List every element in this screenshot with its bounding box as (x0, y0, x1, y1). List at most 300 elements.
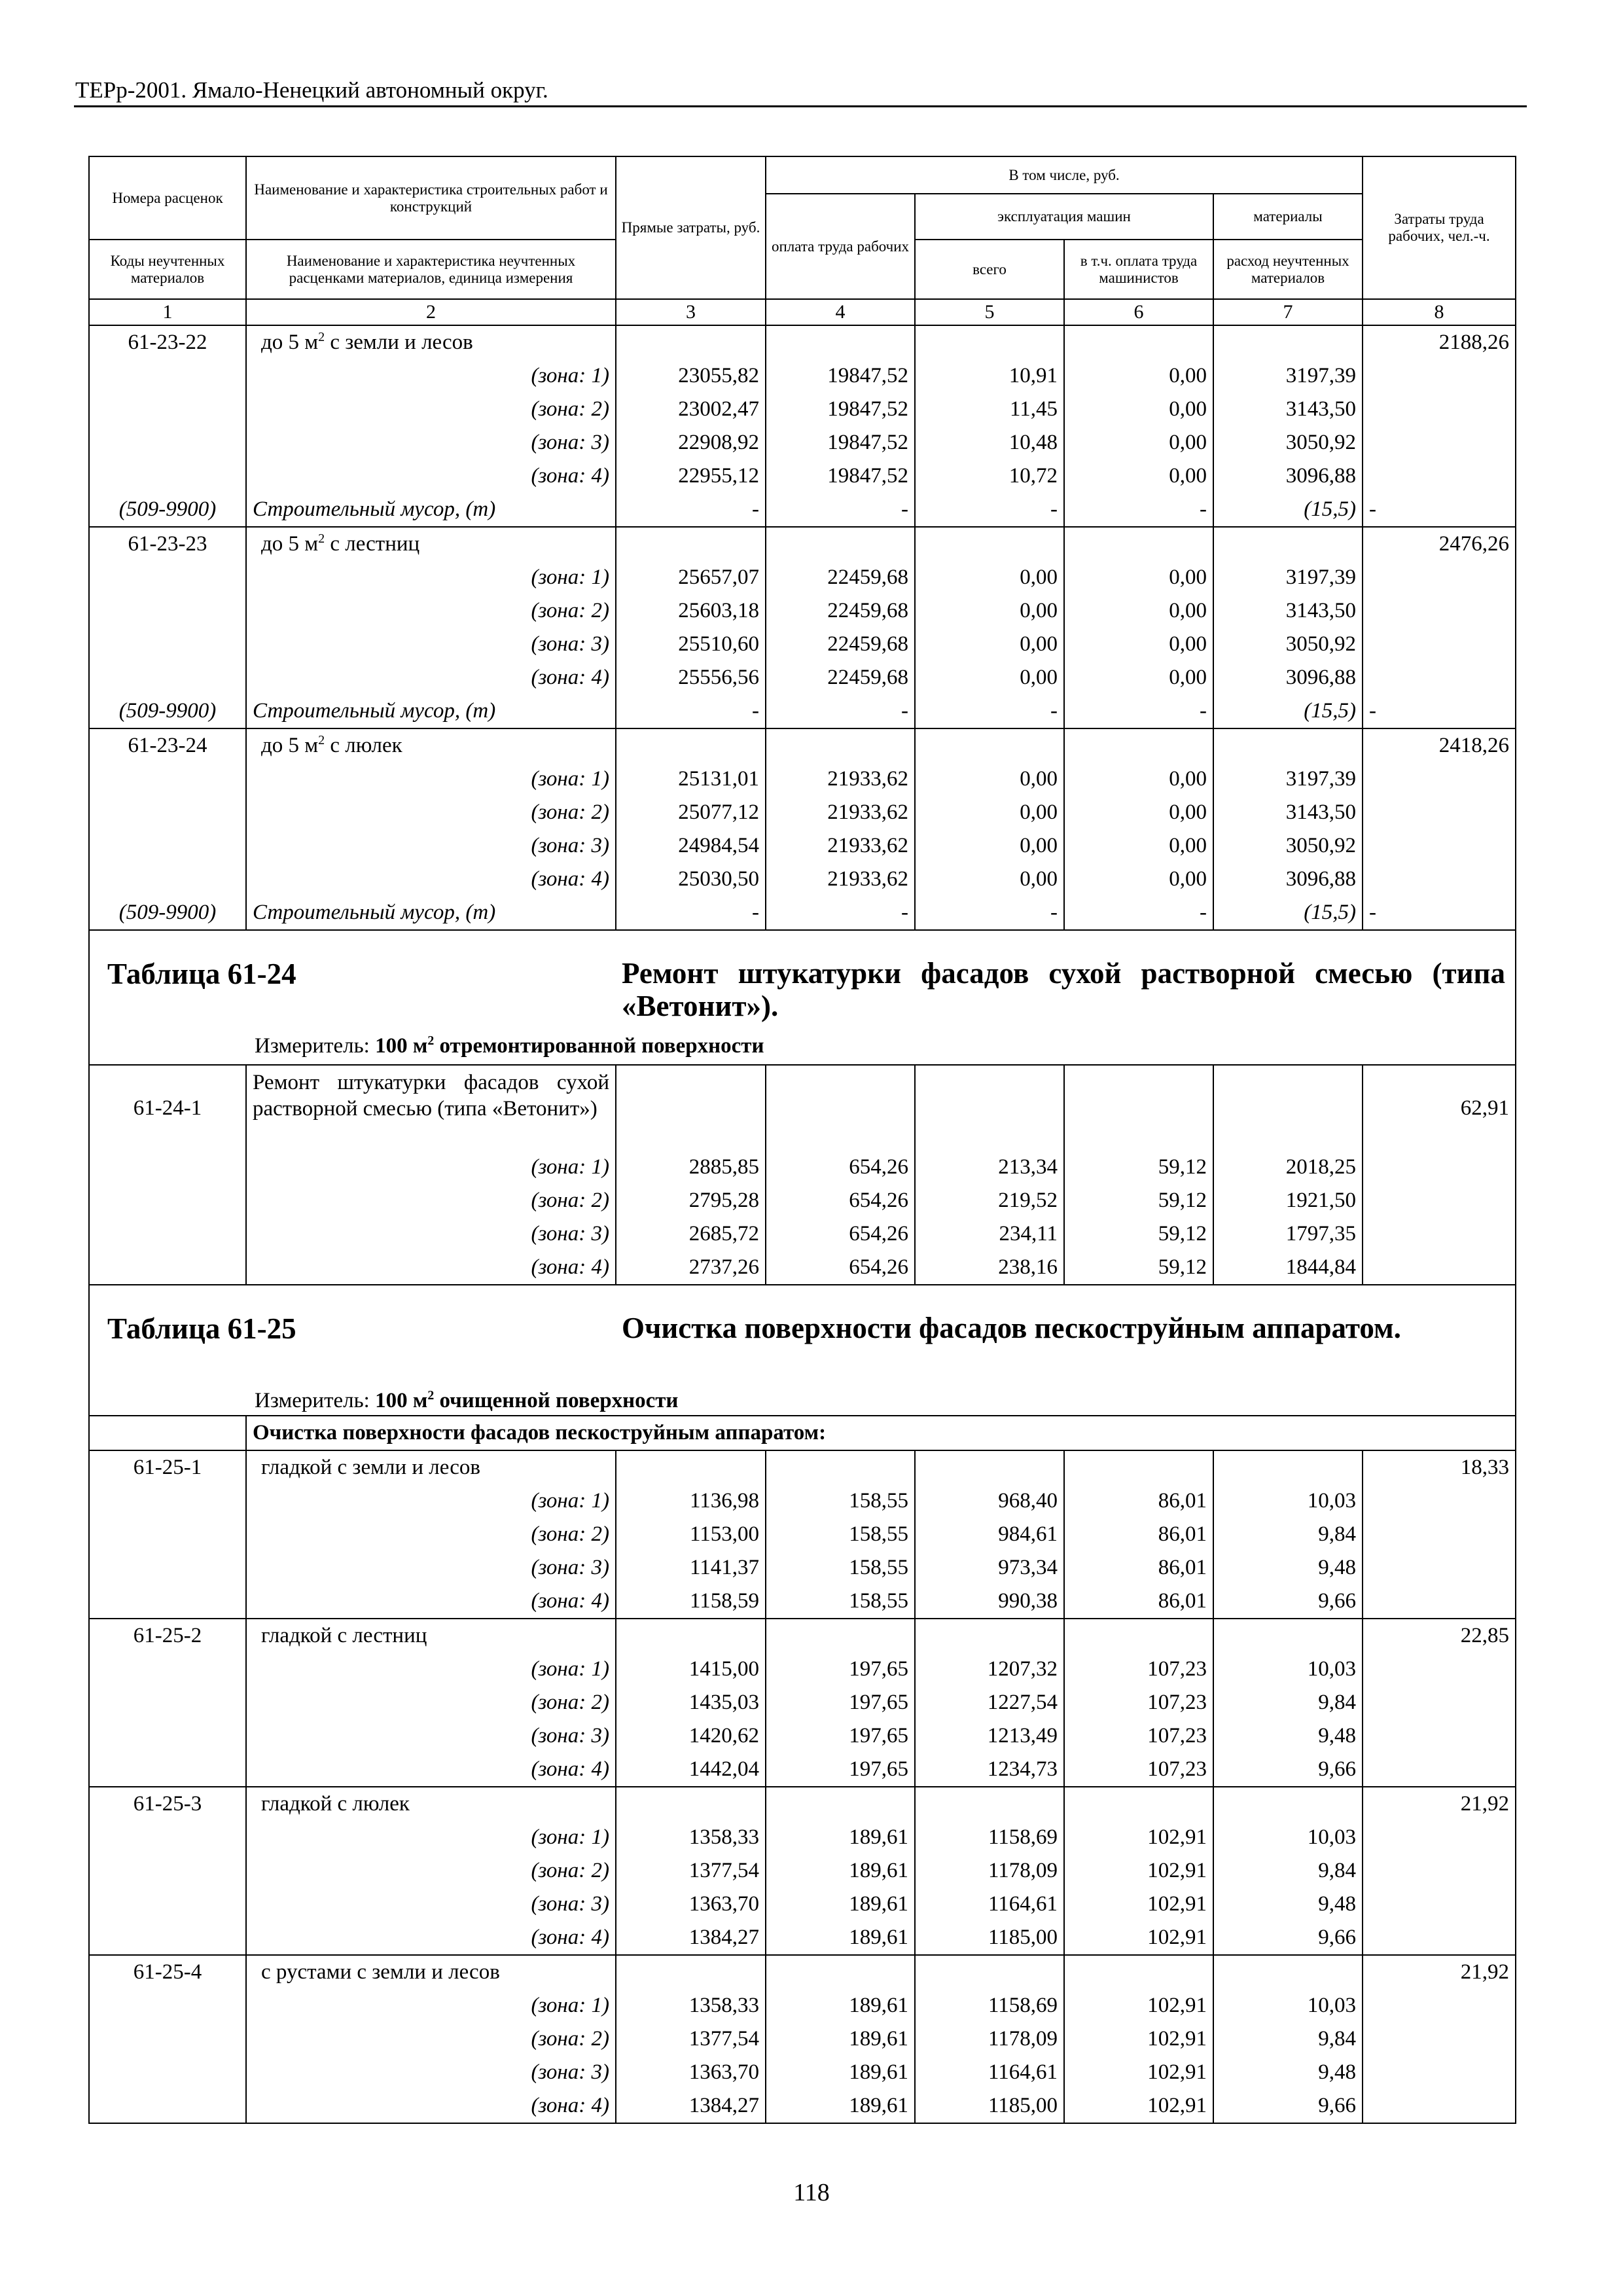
operator-wages: 0,00 (1064, 796, 1213, 829)
zone-label: (зона: 4) (246, 863, 616, 896)
material-costs: 3197,39 (1213, 359, 1363, 393)
rate-row (89, 527, 1516, 561)
empty-cell (616, 1787, 766, 1821)
direct-costs: 2685,72 (616, 1217, 766, 1251)
operator-wages: 0,00 (1064, 762, 1213, 796)
operator-wages: 59,12 (1064, 1184, 1213, 1217)
table-title: Ремонт штукатурки фасадов сухой растворной смесью (типа «Ветонит»). (622, 957, 1505, 1022)
header-materials: материалы (1213, 194, 1363, 240)
material-costs: 9,48 (1213, 1888, 1363, 1921)
machine-costs: 1178,09 (915, 1854, 1064, 1888)
operator-wages: 86,01 (1064, 1585, 1213, 1619)
empty-cell (915, 1619, 1064, 1653)
column-number: 3 (616, 299, 766, 325)
empty-cell (915, 728, 1064, 762)
empty-cell (89, 2022, 246, 2056)
section-header (89, 1285, 1516, 1416)
rate-code: 61-25-1 (89, 1450, 246, 1484)
measure-prefix: Измеритель: (255, 1034, 376, 1058)
material-c7: (15,5) (1213, 896, 1363, 930)
empty-cell (1213, 1450, 1363, 1484)
direct-costs: 25131,01 (616, 762, 766, 796)
empty-cell (1064, 325, 1213, 359)
empty-cell (766, 527, 915, 561)
measure-unit-post: отремонтированной поверхности (434, 1034, 764, 1058)
table-title: Очистка поверхности фасадов пескоструйным аппаратом. (622, 1312, 1401, 1344)
zone-label: (зона: 4) (246, 1251, 616, 1285)
machine-costs: 1158,69 (915, 1989, 1064, 2022)
subheading-row (89, 1416, 1516, 1450)
material-costs: 10,03 (1213, 1821, 1363, 1854)
zone-row (89, 1821, 1516, 1854)
zone-row (89, 426, 1516, 459)
empty-cell (89, 628, 246, 661)
worker-wages: 654,26 (766, 1151, 915, 1184)
zone-label: (зона: 2) (246, 2022, 616, 2056)
empty-cell (1363, 426, 1516, 459)
header-operator-wages: в т.ч. оплата труда машинистов (1064, 240, 1213, 299)
material-c6: - (1064, 493, 1213, 527)
material-c6: - (1064, 896, 1213, 930)
zone-row (89, 393, 1516, 426)
operator-wages: 102,91 (1064, 1989, 1213, 2022)
direct-costs: 1435,03 (616, 1686, 766, 1719)
worker-wages: 189,61 (766, 1854, 915, 1888)
measure-unit (375, 1034, 764, 1058)
rates-table (88, 156, 1516, 2124)
operator-wages: 86,01 (1064, 1551, 1213, 1585)
worker-wages: 21933,62 (766, 762, 915, 796)
labor-costs: 2188,26 (1363, 325, 1516, 359)
empty-cell (1363, 393, 1516, 426)
material-costs: 1797,35 (1213, 1217, 1363, 1251)
material-c8: - (1363, 694, 1516, 728)
material-c6: - (1064, 694, 1213, 728)
operator-wages: 86,01 (1064, 1484, 1213, 1518)
zone-row (89, 796, 1516, 829)
direct-costs: 1442,04 (616, 1753, 766, 1787)
material-c7: (15,5) (1213, 694, 1363, 728)
table-label: Таблица 61-25 (107, 1312, 296, 1345)
material-costs: 3096,88 (1213, 459, 1363, 493)
zone-row (89, 762, 1516, 796)
labor-costs: 18,33 (1363, 1450, 1516, 1484)
zone-row (89, 459, 1516, 493)
zone-label: (зона: 3) (246, 426, 616, 459)
machine-costs: 1158,69 (915, 1821, 1064, 1854)
operator-wages: 0,00 (1064, 829, 1213, 863)
worker-wages: 22459,68 (766, 594, 915, 628)
column-number: 2 (246, 299, 616, 325)
header-unaccounted-codes: Коды неучтенных материалов (89, 240, 246, 299)
empty-cell (89, 594, 246, 628)
empty-cell (1363, 1821, 1516, 1854)
empty-cell (89, 359, 246, 393)
machine-costs: 0,00 (915, 561, 1064, 594)
rate-code: 61-23-22 (89, 325, 246, 359)
machine-costs: 1164,61 (915, 2056, 1064, 2089)
zone-row (89, 1551, 1516, 1585)
worker-wages: 158,55 (766, 1518, 915, 1551)
operator-wages: 102,91 (1064, 2022, 1213, 2056)
empty-cell (89, 459, 246, 493)
empty-cell (766, 1065, 915, 1151)
work-name-sup: 2 (318, 531, 325, 546)
direct-costs: 1415,00 (616, 1653, 766, 1686)
column-number: 5 (915, 299, 1064, 325)
header-unaccounted-names: Наименование и характеристика неучтенных расценками материалов, единица измерения (246, 240, 616, 299)
empty-cell (89, 2056, 246, 2089)
worker-wages: 654,26 (766, 1184, 915, 1217)
empty-cell (616, 1619, 766, 1653)
material-costs: 9,84 (1213, 1686, 1363, 1719)
labor-costs: 21,92 (1363, 1955, 1516, 1989)
machine-costs: 1178,09 (915, 2022, 1064, 2056)
zone-label: (зона: 3) (246, 829, 616, 863)
labor-costs: 21,92 (1363, 1787, 1516, 1821)
material-costs: 3050,92 (1213, 426, 1363, 459)
operator-wages: 107,23 (1064, 1753, 1213, 1787)
header-direct-costs: Прямые затраты, руб. (616, 156, 766, 299)
zone-row (89, 1217, 1516, 1251)
empty-cell (1363, 561, 1516, 594)
empty-cell (915, 527, 1064, 561)
empty-cell (1064, 1065, 1213, 1151)
worker-wages: 158,55 (766, 1585, 915, 1619)
worker-wages: 22459,68 (766, 661, 915, 694)
machine-costs: 1227,54 (915, 1686, 1064, 1719)
machine-costs: 238,16 (915, 1251, 1064, 1285)
material-name: Строительный мусор, (т) (246, 896, 616, 930)
empty-cell (1213, 527, 1363, 561)
zone-label: (зона: 1) (246, 1484, 616, 1518)
empty-cell (89, 1551, 246, 1585)
empty-cell (89, 1989, 246, 2022)
section-box (90, 931, 1515, 1064)
rate-code: 61-23-24 (89, 728, 246, 762)
empty-cell (1363, 1888, 1516, 1921)
material-costs: 10,03 (1213, 1484, 1363, 1518)
empty-cell (1363, 459, 1516, 493)
direct-costs: 25657,07 (616, 561, 766, 594)
column-numbers-row (89, 299, 1516, 325)
worker-wages: 158,55 (766, 1484, 915, 1518)
empty-cell (1064, 527, 1213, 561)
empty-cell (89, 796, 246, 829)
rate-row (89, 1065, 1516, 1151)
zone-row (89, 1251, 1516, 1285)
worker-wages: 22459,68 (766, 628, 915, 661)
worker-wages: 21933,62 (766, 796, 915, 829)
empty-cell (1213, 1787, 1363, 1821)
empty-cell (1213, 325, 1363, 359)
empty-cell (89, 1821, 246, 1854)
worker-wages: 189,61 (766, 1888, 915, 1921)
direct-costs: 1377,54 (616, 1854, 766, 1888)
zone-row (89, 1484, 1516, 1518)
zone-label: (зона: 2) (246, 594, 616, 628)
zone-label: (зона: 4) (246, 1585, 616, 1619)
empty-cell (1363, 796, 1516, 829)
material-costs: 10,03 (1213, 1989, 1363, 2022)
rate-row (89, 728, 1516, 762)
machine-costs: 0,00 (915, 762, 1064, 796)
material-c7: (15,5) (1213, 493, 1363, 527)
material-row (89, 694, 1516, 728)
empty-cell (616, 1065, 766, 1151)
material-c3: - (616, 896, 766, 930)
worker-wages: 19847,52 (766, 459, 915, 493)
zone-label: (зона: 4) (246, 2089, 616, 2123)
empty-cell (1064, 1787, 1213, 1821)
column-number: 1 (89, 299, 246, 325)
section-header (89, 930, 1516, 1065)
material-costs: 3143,50 (1213, 393, 1363, 426)
empty-cell (89, 1484, 246, 1518)
column-number: 8 (1363, 299, 1516, 325)
zone-label: (зона: 1) (246, 1821, 616, 1854)
material-costs: 9,84 (1213, 1518, 1363, 1551)
direct-costs: 2885,85 (616, 1151, 766, 1184)
zone-label: (зона: 3) (246, 2056, 616, 2089)
zone-label: (зона: 1) (246, 762, 616, 796)
direct-costs: 1363,70 (616, 1888, 766, 1921)
work-name: гладкой с люлек (246, 1787, 616, 1821)
direct-costs: 24984,54 (616, 829, 766, 863)
work-name-pre: до 5 м (261, 331, 319, 354)
direct-costs: 2737,26 (616, 1251, 766, 1285)
zone-label: (зона: 4) (246, 1753, 616, 1787)
worker-wages: 21933,62 (766, 863, 915, 896)
material-c8: - (1363, 493, 1516, 527)
empty-cell (1363, 863, 1516, 896)
material-costs: 3050,92 (1213, 829, 1363, 863)
empty-cell (915, 1955, 1064, 1989)
worker-wages: 197,65 (766, 1653, 915, 1686)
zone-label: (зона: 1) (246, 1151, 616, 1184)
zone-row (89, 1151, 1516, 1184)
empty-cell (89, 1854, 246, 1888)
empty-cell (1363, 1686, 1516, 1719)
material-costs: 9,66 (1213, 1921, 1363, 1955)
empty-cell (1363, 628, 1516, 661)
worker-wages: 197,65 (766, 1753, 915, 1787)
work-name: Ремонт штукатурки фасадов сухой растворной смесью (типа «Ветонит») (246, 1065, 616, 1151)
header-rate-numbers: Номера расценок (89, 156, 246, 240)
column-number: 7 (1213, 299, 1363, 325)
empty-cell (89, 561, 246, 594)
operator-wages: 102,91 (1064, 2089, 1213, 2123)
material-row (89, 493, 1516, 527)
empty-cell (915, 325, 1064, 359)
machine-costs: 1234,73 (915, 1753, 1064, 1787)
zone-row (89, 2089, 1516, 2123)
empty-cell (89, 1251, 246, 1285)
zone-row (89, 2056, 1516, 2089)
empty-cell (89, 2089, 246, 2123)
work-name: гладкой с лестниц (246, 1619, 616, 1653)
empty-cell (89, 829, 246, 863)
rate-row (89, 1787, 1516, 1821)
worker-wages: 654,26 (766, 1251, 915, 1285)
zone-label: (зона: 2) (246, 1518, 616, 1551)
table-measure (255, 1389, 678, 1413)
empty-cell (89, 1753, 246, 1787)
empty-cell (89, 1518, 246, 1551)
machine-costs: 234,11 (915, 1217, 1064, 1251)
empty-cell (766, 1450, 915, 1484)
zone-row (89, 1518, 1516, 1551)
material-c5: - (915, 493, 1064, 527)
material-costs: 3197,39 (1213, 561, 1363, 594)
empty-cell (1213, 1619, 1363, 1653)
machine-costs: 990,38 (915, 1585, 1064, 1619)
direct-costs: 25603,18 (616, 594, 766, 628)
empty-cell (766, 728, 915, 762)
header-machines: эксплуатация машин (915, 194, 1213, 240)
empty-cell (1213, 1955, 1363, 1989)
zone-label: (зона: 1) (246, 561, 616, 594)
direct-costs: 25030,50 (616, 863, 766, 896)
empty-cell (1363, 359, 1516, 393)
work-name (246, 728, 616, 762)
zone-label: (зона: 2) (246, 393, 616, 426)
machine-costs: 10,72 (915, 459, 1064, 493)
measure-unit-post: очищенной поверхности (434, 1389, 679, 1412)
empty-cell (89, 661, 246, 694)
operator-wages: 86,01 (1064, 1518, 1213, 1551)
section-cell (89, 930, 1516, 1065)
zone-row (89, 1653, 1516, 1686)
direct-costs: 23055,82 (616, 359, 766, 393)
machine-costs: 1213,49 (915, 1719, 1064, 1753)
machine-costs: 1207,32 (915, 1653, 1064, 1686)
empty-cell (89, 762, 246, 796)
machine-costs: 984,61 (915, 1518, 1064, 1551)
empty-cell (1363, 1854, 1516, 1888)
rate-code: 61-24-1 (89, 1065, 246, 1151)
empty-cell (1213, 728, 1363, 762)
zone-row (89, 628, 1516, 661)
material-costs: 1844,84 (1213, 1251, 1363, 1285)
empty-cell (766, 1619, 915, 1653)
direct-costs: 25510,60 (616, 628, 766, 661)
operator-wages: 59,12 (1064, 1151, 1213, 1184)
empty-cell (1213, 1065, 1363, 1151)
empty-cell (1363, 2022, 1516, 2056)
work-name-post: с земли и лесов (325, 331, 473, 354)
material-costs: 10,03 (1213, 1653, 1363, 1686)
empty-cell (616, 527, 766, 561)
operator-wages: 0,00 (1064, 561, 1213, 594)
header-labor-costs: Затраты труда рабочих, чел.-ч. (1363, 156, 1516, 299)
operator-wages: 102,91 (1064, 1921, 1213, 1955)
worker-wages: 189,61 (766, 2022, 915, 2056)
zone-row (89, 1184, 1516, 1217)
material-c3: - (616, 694, 766, 728)
work-name-pre: до 5 м (261, 532, 319, 556)
material-costs: 1921,50 (1213, 1184, 1363, 1217)
measure-unit-pre: 100 м (375, 1034, 428, 1058)
labor-costs: 2418,26 (1363, 728, 1516, 762)
operator-wages: 107,23 (1064, 1653, 1213, 1686)
zone-row (89, 1854, 1516, 1888)
material-name: Строительный мусор, (т) (246, 493, 616, 527)
worker-wages: 158,55 (766, 1551, 915, 1585)
zone-label: (зона: 3) (246, 1888, 616, 1921)
material-c5: - (915, 694, 1064, 728)
empty-cell (89, 1888, 246, 1921)
operator-wages: 0,00 (1064, 594, 1213, 628)
machine-costs: 213,34 (915, 1151, 1064, 1184)
material-costs: 3143,50 (1213, 594, 1363, 628)
work-name: гладкой с земли и лесов (246, 1450, 616, 1484)
empty-cell (1363, 1719, 1516, 1753)
machine-costs: 0,00 (915, 829, 1064, 863)
empty-cell (616, 728, 766, 762)
machine-costs: 1164,61 (915, 1888, 1064, 1921)
empty-cell (89, 1416, 246, 1450)
machine-costs: 219,52 (915, 1184, 1064, 1217)
empty-cell (89, 393, 246, 426)
empty-cell (89, 1719, 246, 1753)
rate-code: 61-25-3 (89, 1787, 246, 1821)
worker-wages: 22459,68 (766, 561, 915, 594)
empty-cell (1363, 594, 1516, 628)
direct-costs: 25556,56 (616, 661, 766, 694)
zone-label: (зона: 2) (246, 1686, 616, 1719)
table-measure (255, 1034, 764, 1058)
operator-wages: 0,00 (1064, 628, 1213, 661)
zone-label: (зона: 3) (246, 1217, 616, 1251)
empty-cell (89, 1151, 246, 1184)
work-name: с рустами с земли и лесов (246, 1955, 616, 1989)
direct-costs: 1136,98 (616, 1484, 766, 1518)
machine-costs: 968,40 (915, 1484, 1064, 1518)
worker-wages: 19847,52 (766, 359, 915, 393)
empty-cell (766, 325, 915, 359)
empty-cell (1363, 2089, 1516, 2123)
empty-cell (915, 1450, 1064, 1484)
empty-cell (1363, 762, 1516, 796)
material-c4: - (766, 694, 915, 728)
material-c8: - (1363, 896, 1516, 930)
machine-costs: 1185,00 (915, 2089, 1064, 2123)
material-costs: 3096,88 (1213, 661, 1363, 694)
empty-cell (89, 1184, 246, 1217)
operator-wages: 0,00 (1064, 459, 1213, 493)
worker-wages: 19847,52 (766, 393, 915, 426)
zone-row (89, 594, 1516, 628)
empty-cell (1363, 1217, 1516, 1251)
machine-costs: 973,34 (915, 1551, 1064, 1585)
empty-cell (1363, 1151, 1516, 1184)
zone-row (89, 1753, 1516, 1787)
material-c3: - (616, 493, 766, 527)
work-name-sup: 2 (318, 733, 325, 747)
direct-costs: 1384,27 (616, 2089, 766, 2123)
operator-wages: 59,12 (1064, 1217, 1213, 1251)
zone-label: (зона: 4) (246, 1921, 616, 1955)
worker-wages: 19847,52 (766, 426, 915, 459)
running-head: ТЕРр-2001. Ямало-Ненецкий автономный округ. (75, 77, 548, 103)
worker-wages: 197,65 (766, 1686, 915, 1719)
material-code: (509-9900) (89, 896, 246, 930)
measure-unit-sup: 2 (427, 1033, 435, 1048)
empty-cell (616, 1450, 766, 1484)
zone-row (89, 1989, 1516, 2022)
empty-cell (915, 1065, 1064, 1151)
